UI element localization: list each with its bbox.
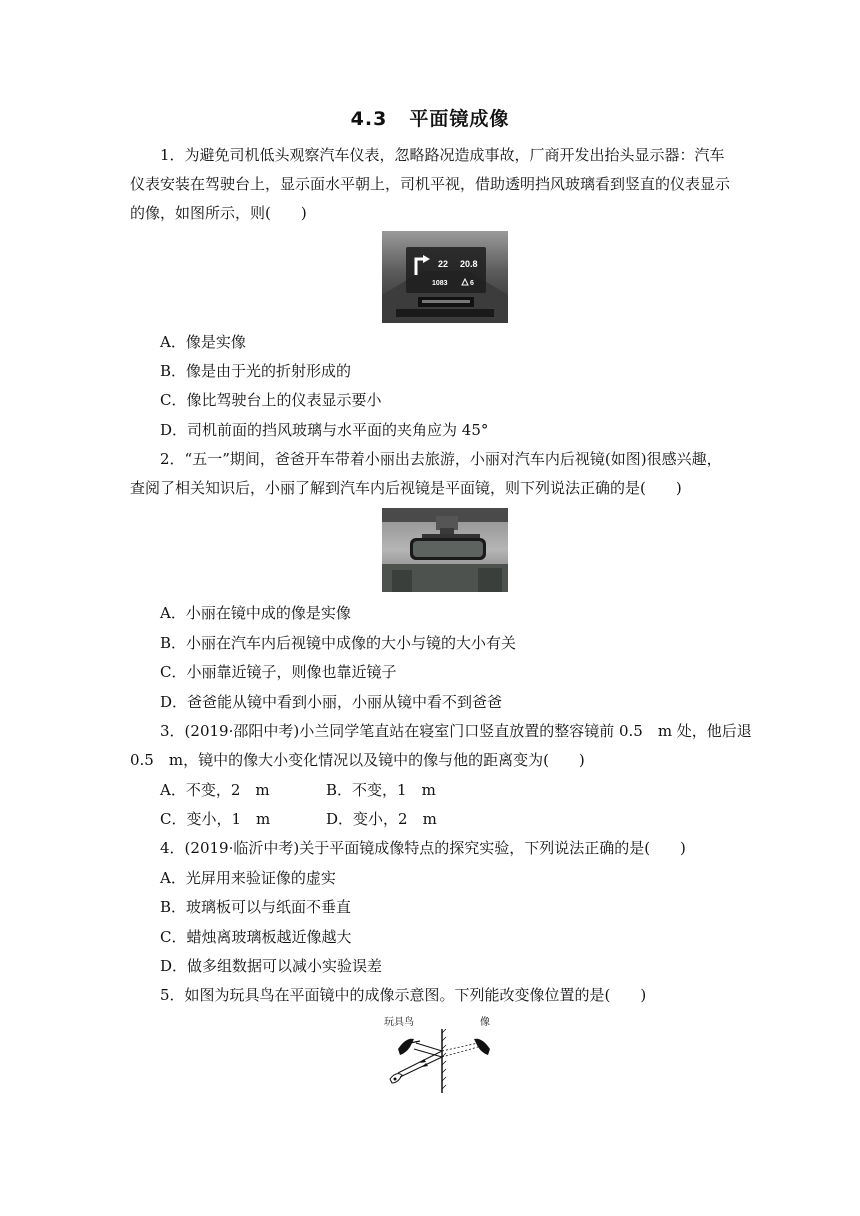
q2-option-d: D．爸爸能从镜中看到小丽，小丽从镜中看不到爸爸 <box>160 693 503 711</box>
q5-line-1: 5．如图为玩具鸟在平面镜中的成像示意图。下列能改变像位置的是( ) <box>160 986 647 1004</box>
hud-speed: 22 <box>438 259 449 269</box>
q1-line-3: 的像，如图所示，则( ) <box>130 204 307 222</box>
q4-option-a: A．光屏用来验证像的虚实 <box>160 869 336 887</box>
label-toy-bird: 玩具鸟 <box>384 1017 414 1028</box>
hud-value: 20.8 <box>460 259 478 269</box>
q3-line-1: 3．(2019·邵阳中考)小兰同学笔直站在寝室门口竖直放置的整容镜前 0.5 m 处，他后退 <box>160 722 752 740</box>
q1-line-2: 仪表安装在驾驶台上，显示面水平朝上，司机平视，借助透明挡风玻璃看到竖直的仪表显示 <box>130 175 731 193</box>
section-title: 平面镜成像 <box>409 108 510 130</box>
q3-option-a: A．不变，2 m <box>160 781 270 799</box>
hud-gear: 6 <box>470 280 474 287</box>
q2-line-2: 查阅了相关知识后，小丽了解到汽车内后视镜是平面镜，则下列说法正确的是( ) <box>130 479 682 497</box>
label-image: 像 <box>480 1017 490 1028</box>
q3-line-2: 0.5 m，镜中的像大小变化情况以及镜中的像与他的距离变为( ) <box>130 751 585 769</box>
q4-option-d: D．做多组数据可以减小实验误差 <box>160 957 383 975</box>
q4-option-b: B．玻璃板可以与纸面不垂直 <box>160 898 352 916</box>
q1-option-c: C．像比驾驶台上的仪表显示要小 <box>160 391 382 409</box>
hud-rpm: 1083 <box>432 280 448 287</box>
rearview-mirror-photo <box>382 508 508 592</box>
q1-option-b: B．像是由于光的折射形成的 <box>160 362 352 380</box>
q2-option-c: C．小丽靠近镜子，则像也靠近镜子 <box>160 663 397 681</box>
page-title <box>0 104 860 131</box>
q1-option-d: D．司机前面的挡风玻璃与水平面的夹角应为 45° <box>160 421 489 439</box>
toy-bird-mirror-diagram <box>380 1013 504 1098</box>
hud-photo <box>382 231 508 323</box>
q3-option-c: C．变小，1 m <box>160 810 271 828</box>
q1-option-a: A．像是实像 <box>160 333 246 351</box>
q1-line-1: 1．为避免司机低头观察汽车仪表，忽略路况造成事故，厂商开发出抬头显示器：汽车 <box>160 146 725 164</box>
q2-option-b: B．小丽在汽车内后视镜中成像的大小与镜的大小有关 <box>160 634 517 652</box>
q3-option-b: B．不变，1 m <box>326 781 436 799</box>
q4-option-c: C．蜡烛离玻璃板越近像越大 <box>160 928 352 946</box>
q4-line-1: 4．(2019·临沂中考)关于平面镜成像特点的探究实验，下列说法正确的是( ) <box>160 839 686 857</box>
q3-option-d: D．变小，2 m <box>326 810 437 828</box>
q2-line-1: 2．“五一”期间，爸爸开车带着小丽出去旅游，小丽对汽车内后视镜(如图)很感兴趣， <box>160 450 722 468</box>
section-number: 4.3 <box>350 108 388 130</box>
q2-option-a: A．小丽在镜中成的像是实像 <box>160 604 351 622</box>
